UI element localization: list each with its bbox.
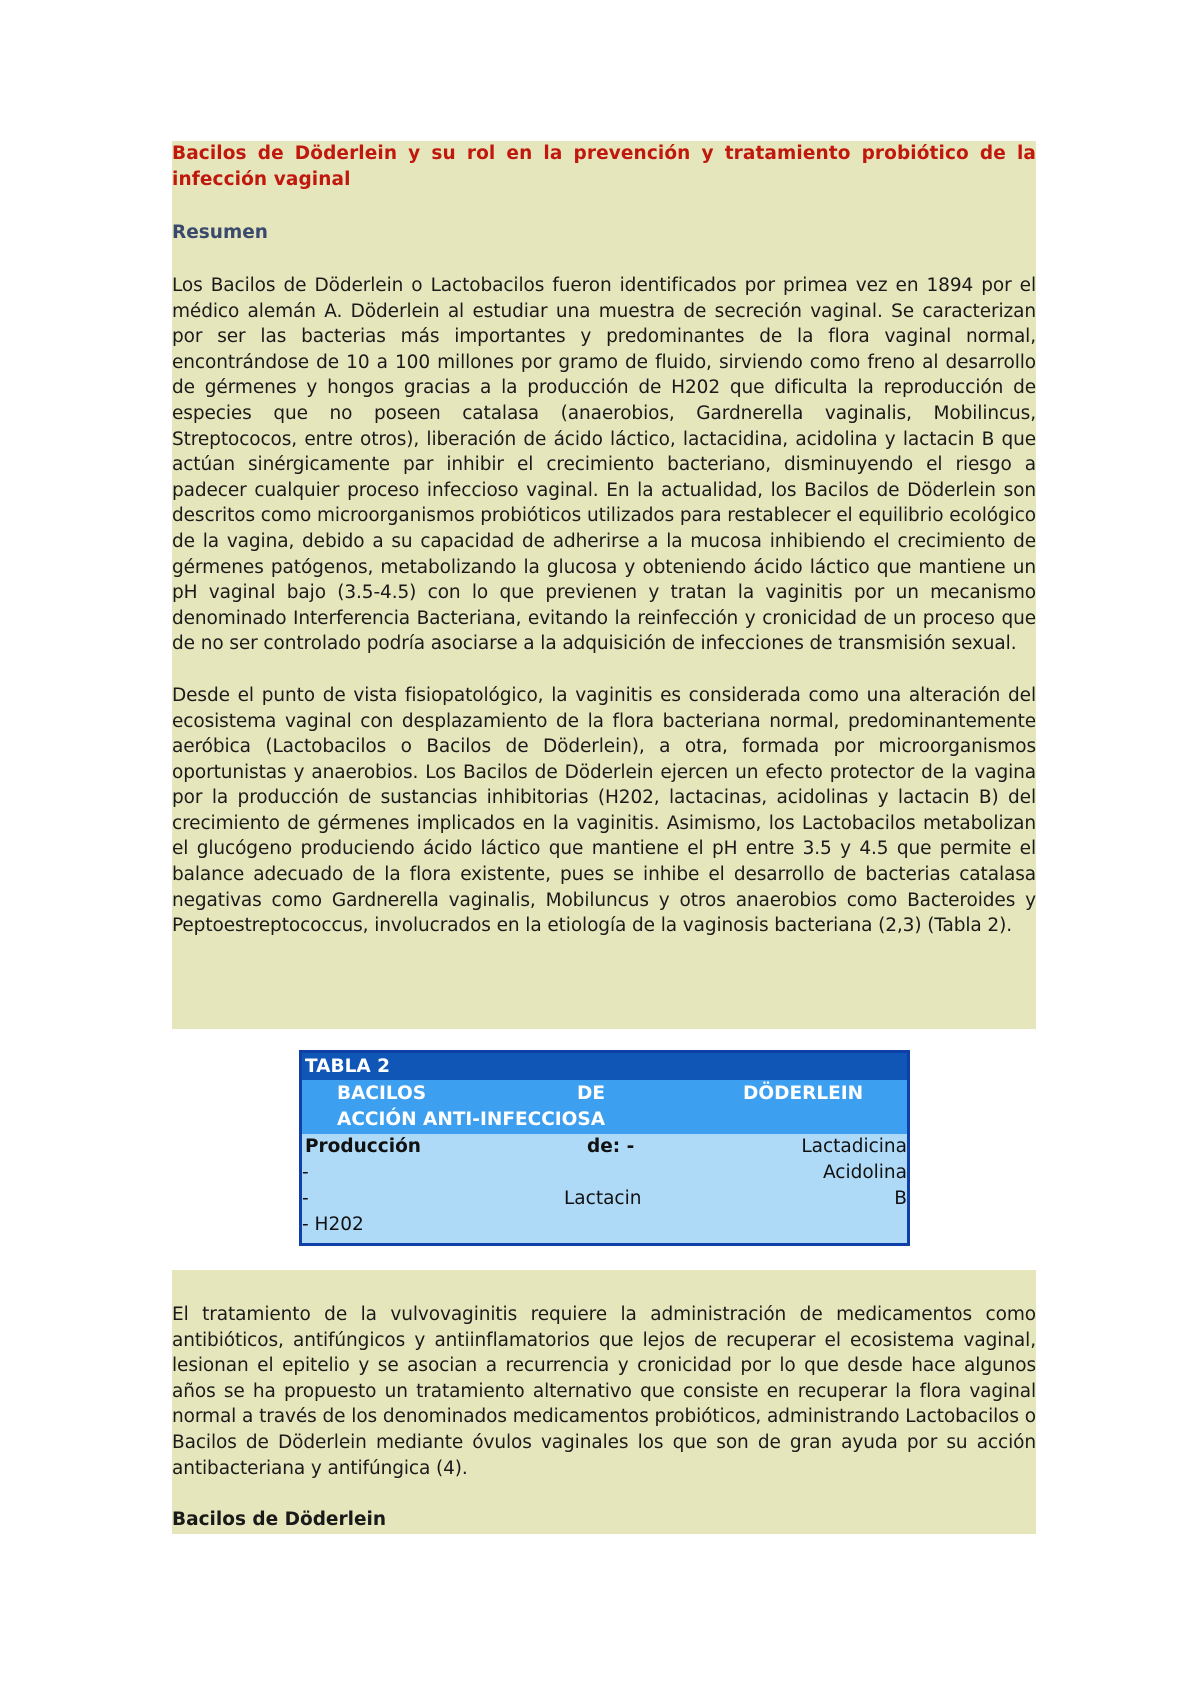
table-body <box>302 1134 907 1240</box>
paragraph-3: El tratamiento de la vulvovaginitis requiere la administración de medicamentos como antibióticos, antifúngicos y antiinflamatorios que lejos de recuperar el ecosistema vaginal, lesionan el epitelio y se asocian a recurrencia y cronicidad por lo que desde hace algunos años se ha propuesto un tratamiento alternativo que consiste en recuperar la flora vaginal normal a través de los denominados medicamentos probióticos, administrando Lactobacilos o Bacilos de Döderlein mediante óvulos vaginales los que son de gran ayuda por su acción antibacteriana y antifúngica (4). <box>172 1304 1036 1479</box>
table-subheader <box>302 1080 907 1134</box>
subheader-word-de: DE <box>577 1083 605 1104</box>
row2-dash: - <box>302 1162 309 1183</box>
row1-item: Lactadicina <box>801 1136 907 1157</box>
subheader-word-doderlein: DÖDERLEIN <box>743 1083 864 1104</box>
table-header: TABLA 2 <box>302 1053 907 1080</box>
row3-b: B <box>894 1188 907 1209</box>
row3-dash: - <box>302 1188 309 1209</box>
paragraph-2: Desde el punto de vista fisiopatológico, la vaginitis es considerada como una alteración del ecosistema vaginal con desplazamiento de la flora bacteriana normal, predominantemente aeróbica (Lactobacilos o Bacilos de Döderlein), a otra, formada por microorganismos oportunistas y anaerobios. Los Bacilos de Döderlein ejercen un efecto protector de la vagina por la producción de sustancias inhibitorias (H202, lactacinas, acidolinas y lactacin B) del crecimiento de gérmenes implicados en la vaginitis. Asimismo, los Lactobacilos metabolizan el glucógeno produciendo ácido láctico que mantiene el pH entre 3.5 y 4.5 que permite el balance adecuado de la flora existente, pues se inhibe el desarrollo de bacterias catalasa negativas como Gardnerella vaginalis, Mobiluncus y otros anaerobios como Bacteroides y Peptoestreptococcus, involucrados en la etiología de la vaginosis bacteriana (2,3) (Tabla 2). <box>172 684 1036 937</box>
row3-item: Lactacin <box>564 1188 642 1209</box>
paragraph-1: Los Bacilos de Döderlein o Lactobacilos fueron identificados por primea vez en 1894 por el médico alemán A. Döderlein al estudiar una muestra de secreción vaginal. Se caracterizan por ser las bacterias más importantes y predominantes de la flora vaginal normal, encontrándose de 10 a 100 millones por gramo de fluido, sirviendo como freno al desarrollo de gérmenes y hongos gracias a la producción de H202 que dificulta la reproducción de especies que no poseen catalasa (anaerobios, Gardnerella vaginalis, Mobilincus, Streptococos, entre otros), liberación de ácido láctico, lactacidina, acidolina y lactacin B que actúan sinérgicamente par inhibir el crecimiento bacteriano, disminuyendo el riesgo a padecer cualquier proceso infeccioso vaginal. En la actualidad, los Bacilos de Döderlein son descritos como microorganismos probióticos utilizados para restablecer el equilibrio ecológico de la vagina, debido a su capacidad de adherirse a la mucosa inhibiendo el crecimiento de gérmenes patógenos, metabolizando la glucosa y obteniendo ácido láctico que mantiene un pH vaginal bajo (3.5-4.5) con lo que previenen y tratan la vaginitis por un mecanismo denominado Interferencia Bacteriana, evitando la reinfección y cronicidad de un proceso que de no ser controlado podría asociarse a la adquisición de infecciones de transmisión sexual. <box>172 275 1036 655</box>
row1-de: de: - <box>587 1136 635 1157</box>
row2-item: Acidolina <box>822 1162 907 1183</box>
resumen-heading: Resumen <box>172 222 268 243</box>
article-block-bottom <box>172 1270 1036 1534</box>
article-title: Bacilos de Döderlein y su rol en la prevención y tratamiento probiótico de la infección vaginal <box>172 143 1036 190</box>
row1-label: Producción <box>305 1136 421 1157</box>
subheader-word-bacilos: BACILOS <box>337 1083 427 1104</box>
row4-item: - H202 <box>302 1214 364 1235</box>
subheader-line-2: ACCIÓN ANTI-INFECCIOSA <box>337 1109 606 1130</box>
table-2 <box>299 1050 910 1246</box>
section-heading: Bacilos de Döderlein <box>172 1509 387 1531</box>
article-block-top <box>172 141 1036 1029</box>
